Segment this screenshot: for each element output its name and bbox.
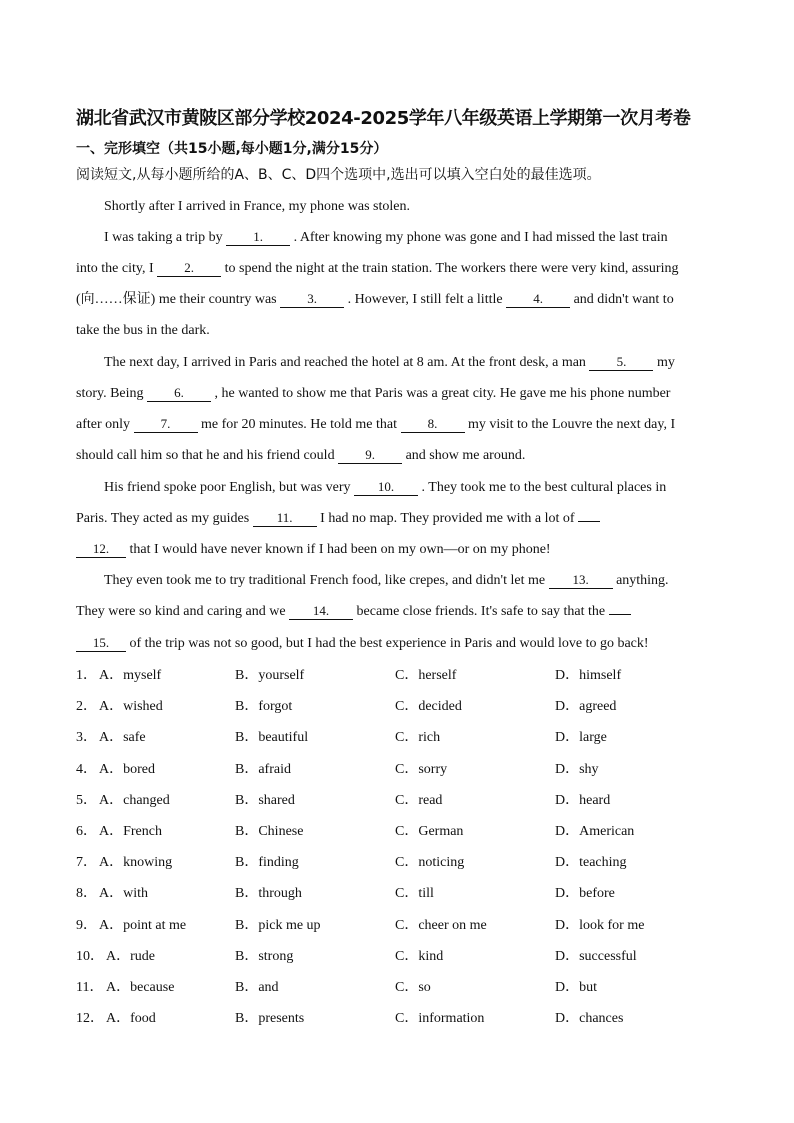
question-number: 3． (76, 730, 97, 745)
blank-6: 6. (147, 385, 211, 402)
passage-text: of the trip was not so good, but I had the best experience in Paris and would love to go back! (129, 636, 649, 651)
blank-12: 12. (76, 541, 126, 558)
option-b: B．pick me up (235, 918, 321, 933)
question-number: 9． (76, 918, 97, 933)
passage-line (104, 197, 410, 217)
passage-text: Paris. They acted as my guides (76, 511, 250, 526)
passage-text: (向……保证) me their country was (76, 292, 277, 307)
option-d: D．but (555, 980, 597, 995)
passage-text: that I would have never known if I had been on my own—or on my phone! (129, 542, 551, 557)
passage-line (76, 446, 525, 466)
question-number: 5． (76, 793, 97, 808)
option-b: B．presents (235, 1011, 305, 1026)
passage-line (104, 353, 675, 373)
option-c: C．sorry (395, 762, 448, 777)
option-c: C．read (395, 793, 443, 808)
option-d: D．American (555, 824, 635, 839)
option-a: A．wished (99, 699, 163, 714)
option-c: C．so (395, 980, 431, 995)
option-a: A．point at me (99, 918, 187, 933)
option-d: D．teaching (555, 855, 627, 870)
blank-2: 2. (157, 260, 221, 277)
option-c: C．cheer on me (395, 918, 487, 933)
passage-text: . After knowing my phone was gone and I had missed the last train (293, 230, 668, 245)
question-number: 1． (76, 668, 97, 683)
passage-line (76, 509, 600, 529)
option-a: A．with (99, 886, 148, 901)
option-d: D．large (555, 730, 607, 745)
option-b: B．yourself (235, 668, 305, 683)
passage-text: His friend spoke poor English, but was very (104, 480, 351, 495)
blank-14: 14. (289, 603, 353, 620)
passage-text: my (656, 355, 675, 370)
question-number: 7． (76, 855, 97, 870)
passage-line (76, 259, 679, 279)
option-b: B．strong (235, 949, 294, 964)
option-b: B．forgot (235, 699, 293, 714)
blank-10: 10. (354, 479, 418, 496)
passage-text: to spend the night at the train station. The workers there were very kind, assuring (224, 261, 679, 276)
passage-text: They were so kind and caring and we (76, 604, 286, 619)
question-number: 4． (76, 762, 97, 777)
question-number: 10． (76, 949, 104, 964)
option-b: B．and (235, 980, 279, 995)
page-title: 湖北省武汉市黄陂区部分学校2024-2025学年八年级英语上学期第一次月考卷 (76, 108, 691, 129)
option-a: A．rude (106, 949, 155, 964)
question-number: 6． (76, 824, 97, 839)
passage-text: into the city, I (76, 261, 154, 276)
passage-text: take the bus in the dark. (76, 323, 210, 338)
option-a: A．knowing (99, 855, 173, 870)
passage-line (104, 571, 669, 591)
passage-text: I had no map. They provided me with a lot of (320, 511, 575, 526)
passage-text: should call him so that he and his friend could (76, 448, 335, 463)
option-c: C．herself (395, 668, 457, 683)
passage-text: Shortly after I arrived in France, my phone was stolen. (104, 199, 410, 214)
passage-line (76, 321, 210, 341)
passage-text: became close friends. It's safe to say that the (356, 604, 606, 619)
option-a: A．French (99, 824, 162, 839)
option-c: C．decided (395, 699, 462, 714)
passage-line (76, 415, 675, 435)
passage-line (76, 634, 649, 654)
blank-5: 5. (589, 354, 653, 371)
blank-12-start (578, 521, 600, 522)
option-c: C．rich (395, 730, 441, 745)
option-d: D．heard (555, 793, 611, 808)
passage-text: , he wanted to show me that Paris was a great city. He gave me his phone number (214, 386, 671, 401)
option-b: B．beautiful (235, 730, 309, 745)
passage-text: They even took me to try traditional French food, like crepes, and didn't let me (104, 573, 546, 588)
question-number: 11． (76, 980, 104, 995)
option-c: C．till (395, 886, 434, 901)
passage-text: after only (76, 417, 131, 432)
blank-13: 13. (549, 572, 613, 589)
option-a: A．safe (99, 730, 146, 745)
question-number: 2． (76, 699, 97, 714)
option-b: B．Chinese (235, 824, 304, 839)
blank-3: 3. (280, 291, 344, 308)
passage-line (76, 602, 631, 622)
option-b: B．through (235, 886, 302, 901)
option-c: C．German (395, 824, 464, 839)
passage-text: . They took me to the best cultural places in (421, 480, 667, 495)
blank-8: 8. (401, 416, 465, 433)
passage-text: and didn't want to (573, 292, 674, 307)
option-a: A．food (106, 1011, 156, 1026)
blank-11: 11. (253, 510, 317, 527)
passage-text: my visit to the Louvre the next day, I (468, 417, 676, 432)
option-a: A．bored (99, 762, 155, 777)
option-c: C．kind (395, 949, 444, 964)
option-a: A．changed (99, 793, 170, 808)
passage-text: . However, I still felt a little (347, 292, 503, 307)
instructions: 阅读短文,从每小题所给的A、B、C、D四个选项中,选出可以填入空白处的最佳选项。 (76, 167, 601, 183)
blank-15-start (609, 614, 631, 615)
option-a: A．myself (99, 668, 162, 683)
passage-text: anything. (616, 573, 669, 588)
passage-text: I was taking a trip by (104, 230, 223, 245)
question-number: 12． (76, 1011, 104, 1026)
option-c: C．noticing (395, 855, 465, 870)
option-a: A．because (106, 980, 175, 995)
section-heading: 一、完形填空（共15小题,每小题1分,满分15分） (76, 141, 388, 157)
passage-line (76, 540, 551, 560)
option-b: B．finding (235, 855, 299, 870)
passage-line (104, 478, 666, 498)
option-d: D．agreed (555, 699, 617, 714)
option-d: D．successful (555, 949, 637, 964)
option-d: D．himself (555, 668, 622, 683)
blank-9: 9. (338, 447, 402, 464)
option-c: C．information (395, 1011, 485, 1026)
blank-4: 4. (506, 291, 570, 308)
passage-text: me for 20 minutes. He told me that (201, 417, 397, 432)
passage-line (76, 290, 674, 310)
passage-line (104, 228, 668, 248)
passage-text: story. Being (76, 386, 144, 401)
blank-7: 7. (134, 416, 198, 433)
option-d: D．shy (555, 762, 599, 777)
passage-text: and show me around. (405, 448, 526, 463)
option-b: B．afraid (235, 762, 291, 777)
blank-15: 15. (76, 635, 126, 652)
passage-line (76, 384, 670, 404)
option-d: D．look for me (555, 918, 645, 933)
option-b: B．shared (235, 793, 295, 808)
blank-1: 1. (226, 229, 290, 246)
question-number: 8． (76, 886, 97, 901)
passage-text: The next day, I arrived in Paris and reached the hotel at 8 am. At the front desk, a man (104, 355, 586, 370)
option-d: D．chances (555, 1011, 624, 1026)
option-d: D．before (555, 886, 615, 901)
